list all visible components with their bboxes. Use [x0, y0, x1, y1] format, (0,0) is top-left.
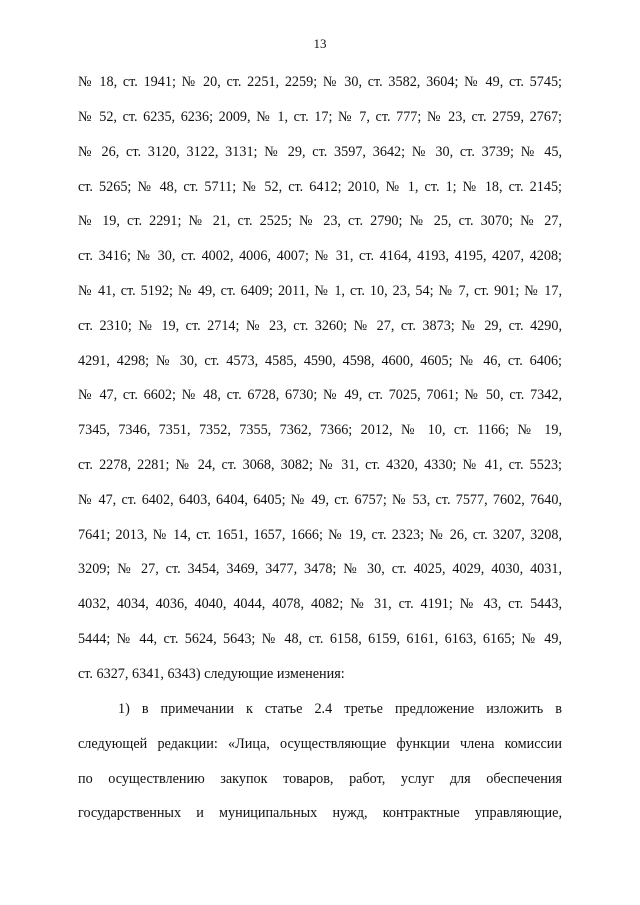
text-line: № 19, ст. 2291; № 21, ст. 2525; № 23, ст. 2790; № 25, ст. 3070; № 27,: [78, 213, 562, 229]
text-line: ст. 2278, 2281; № 24, ст. 3068, 3082; № 31, ст. 4320, 4330; № 41, ст. 5523;: [78, 457, 562, 473]
text-line: 7641; 2013, № 14, ст. 1651, 1657, 1666; № 19, ст. 2323; № 26, ст. 3207, 3208,: [78, 527, 562, 543]
text-line: № 26, ст. 3120, 3122, 3131; № 29, ст. 3597, 3642; № 30, ст. 3739; № 45,: [78, 144, 562, 160]
text-line: 4291, 4298; № 30, ст. 4573, 4585, 4590, 4598, 4600, 4605; № 46, ст. 6406;: [78, 353, 562, 369]
text-line: ст. 5265; № 48, ст. 5711; № 52, ст. 6412; 2010, № 1, ст. 1; № 18, ст. 2145;: [78, 179, 562, 195]
text-line: государственных и муниципальных нужд, контрактные управляющие,: [78, 805, 562, 821]
text-line: следующей редакции: «Лица, осуществляющие функции члена комиссии: [78, 736, 562, 752]
paragraph-start-line: 1) в примечании к статье 2.4 третье предложение изложить в: [118, 701, 562, 717]
text-line: № 47, ст. 6402, 6403, 6404, 6405; № 49, ст. 6757; № 53, ст. 7577, 7602, 7640,: [78, 492, 562, 508]
text-line: 5444; № 44, ст. 5624, 5643; № 48, ст. 6158, 6159, 6161, 6163, 6165; № 49,: [78, 631, 562, 647]
text-line: ст. 2310; № 19, ст. 2714; № 23, ст. 3260; № 27, ст. 3873; № 29, ст. 4290,: [78, 318, 562, 334]
text-line: № 47, ст. 6602; № 48, ст. 6728, 6730; № 49, ст. 7025, 7061; № 50, ст. 7342,: [78, 387, 562, 403]
text-line: № 41, ст. 5192; № 49, ст. 6409; 2011, № 1, ст. 10, 23, 54; № 7, ст. 901; № 17,: [78, 283, 562, 299]
text-line: № 52, ст. 6235, 6236; 2009, № 1, ст. 17; № 7, ст. 777; № 23, ст. 2759, 2767;: [78, 109, 562, 125]
text-line: по осуществлению закупок товаров, работ, услуг для обеспечения: [78, 771, 562, 787]
text-line: № 18, ст. 1941; № 20, ст. 2251, 2259; № 30, ст. 3582, 3604; № 49, ст. 5745;: [78, 74, 562, 90]
text-line: ст. 3416; № 30, ст. 4002, 4006, 4007; № 31, ст. 4164, 4193, 4195, 4207, 4208;: [78, 248, 562, 264]
page-number: 13: [313, 36, 327, 51]
text-line: 4032, 4034, 4036, 4040, 4044, 4078, 4082; № 31, ст. 4191; № 43, ст. 5443,: [78, 596, 562, 612]
text-line: 3209; № 27, ст. 3454, 3469, 3477, 3478; № 30, ст. 4025, 4029, 4030, 4031,: [78, 561, 562, 577]
text-line: ст. 6327, 6341, 6343) следующие изменения:: [78, 666, 345, 682]
text-line: 7345, 7346, 7351, 7352, 7355, 7362, 7366; 2012, № 10, ст. 1166; № 19,: [78, 422, 562, 438]
